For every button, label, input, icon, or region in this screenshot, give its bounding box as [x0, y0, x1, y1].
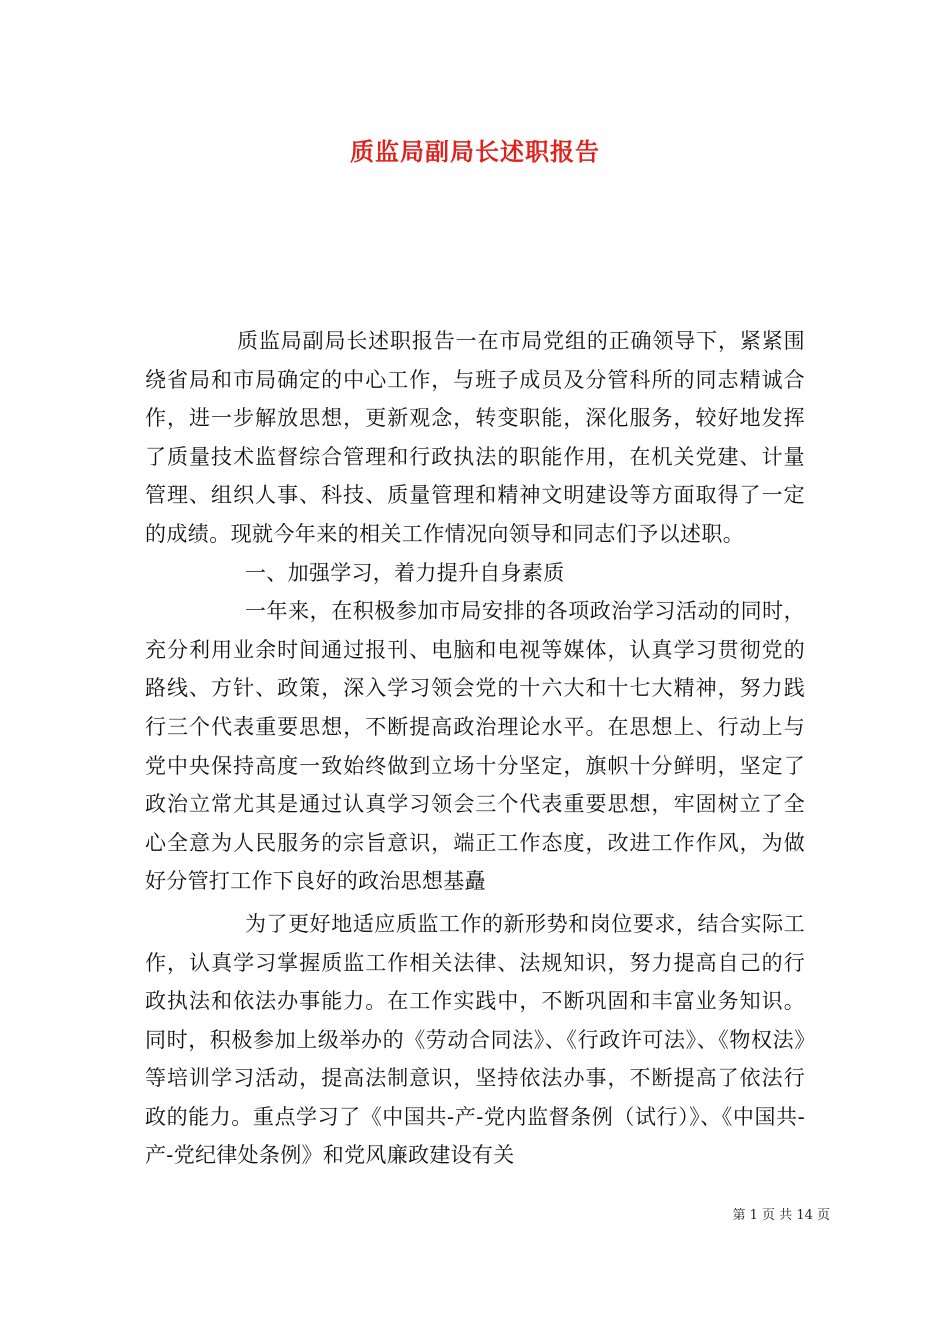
paragraph-study: 一年来，在积极参加市局安排的各项政治学习活动的同时，充分利用业余时间通过报刊、电脑和电视等媒体，认真学习贯彻党的路线、方针、政策，深入学习领会党的十六大和十七大精神，努力践行三个代表重要思想，不断提高政治理论水平。在思想上、行动上与党中央保持高度一致始终做到立场十分坚定，旗帜十分鲜明，坚定了政治立常尤其是通过认真学习领会三个代表重要思想，牢固树立了全心全意为人民服务的宗旨意识，端正工作态度，改进工作作风，为做好分管打工作下良好的政治思想基矗	[145, 599, 805, 894]
paragraph-intro: 质监局副局长述职报告一在市局党组的正确领导下，紧紧围绕省局和市局确定的中心工作，与班子成员及分管科所的同志精诚合作，进一步解放思想，更新观念，转变职能，深化服务，较好地发挥了质量技术监督综合管理和行政执法的职能作用，在机关党建、计量管理、组织人事、科技、质量管理和精神文明建设等方面取得了一定的成绩。现就今年来的相关工作情况向领导和同志们予以述职。	[145, 329, 805, 546]
document-body	[145, 322, 805, 1175]
section-heading-1: 一、加强学习，着力提升自身素质	[245, 560, 565, 585]
page-number: 第 1 页 共 14 页	[732, 1208, 830, 1223]
document-title: 质监局副局长述职报告	[350, 138, 600, 166]
paragraph-law: 为了更好地适应质监工作的新形势和岗位要求，结合实际工作，认真学习掌握质监工作相关法律、法规知识，努力提高自己的行政执法和依法办事能力。在工作实践中，不断巩固和丰富业务知识。同时，积极参加上级举办的《劳动合同法》、《行政许可法》、《物权法》等培训学习活动，提高法制意识，坚持依法办事，不断提高了依法行政的能力。重点学习了《中国共-产-党内监督条例（试行）》、《中国共-产-党纪律处条例》和党风廉政建设有关	[145, 911, 805, 1168]
